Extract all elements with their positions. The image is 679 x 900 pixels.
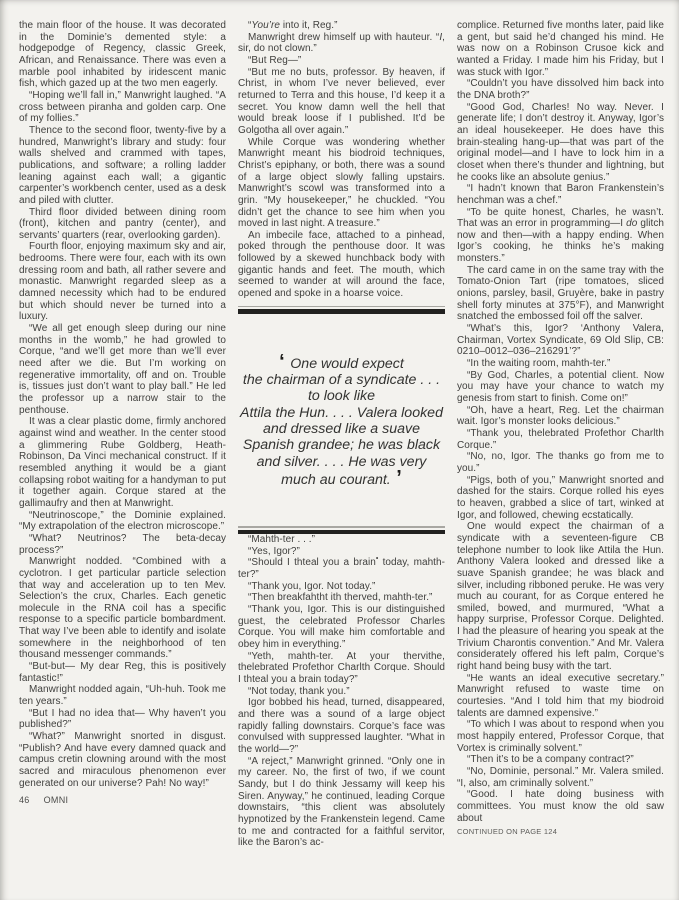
paragraph	[457, 521, 664, 673]
text-segment: Fourth floor, enjoying maximum sky and air, bedrooms. There were four, each with its own dressing room and bath, all rather severe and monastic. Manwright regarded sleep as a damned necessity which had to be endured but which should never be turned into a luxury.	[19, 241, 226, 323]
paragraph	[457, 451, 664, 474]
divider-thin-line	[238, 306, 445, 308]
text-segment: The card came in on the same tray with the Tomato-Onion Tart (ripe tomatoes, sliced onions, parsley, basil, Gruyère, bake in pastry shell forty minutes at 375°F), and Manwright snatched the embossed foil off the salver.	[457, 264, 664, 323]
paragraph	[19, 416, 226, 509]
text-segment: “But-but— My dear Reg, this is positively fantastic!”	[19, 661, 226, 684]
text-segment: complice. Returned five months later, paid like a gent, but said he’d changed his mind. He was now on a Robinson Crusoe kick and wanted a Friday. I made him his Friday, but I was stuck with Igor.”	[457, 20, 664, 78]
paragraph	[457, 475, 664, 522]
paragraph	[19, 241, 226, 323]
divider-thin-line	[238, 526, 445, 528]
page-number: 46	[19, 795, 30, 806]
pull-quote-line: much au courant. ’	[281, 466, 402, 489]
text-segment: “Yeth, mahth-ter. At your thervithe, thelebrated Profethor Charlth Corque. Should I thteal you a brain today?”	[238, 650, 445, 685]
paragraph	[238, 581, 445, 593]
text-segment: While Corque was wondering whether Manwright meant his biodroid techniques, Christ’s epiphany, or both, there was a sound of a large object slowly falling upstairs. Manwright’s scowl was transformed into a grin. “My housekeeper,” he chuckled. “You didn’t get the chance to see him when you moved in last night. A treasure.”	[238, 136, 445, 230]
paragraph	[238, 137, 445, 230]
text-segment: “Good. I hate doing business with committees. You must know the old saw about	[457, 789, 664, 824]
paragraph	[238, 557, 445, 580]
text-segment: the main floor of the house. It was decorated in the Dominie’s demented style: a hodgepodge of Regency, classic Greek, African, and Renaissance. There was even a marble pool inhabited by iridescent manic fish, which gazed up at the two men eagerly.	[19, 20, 226, 90]
paragraph	[457, 78, 664, 101]
pull-quote-line: Attila the Hun. . . . Valera looked	[240, 404, 443, 421]
paragraph	[457, 673, 664, 720]
divider-rule	[238, 306, 445, 314]
text-segment: “Thank you, Igor. Not today.”	[248, 580, 376, 592]
text-segment: , sir, do not clown.”	[238, 31, 445, 55]
text-segment: “In the waiting room, mahth-ter.”	[467, 358, 611, 370]
text-segment: One would expect the chairman of a syndicate with a seventeen-figure CB telephone number to look like Attila the Hun. Anthony Valera looked and dressed like a suave Spanish grandee; he was black and silver, including ribboned peruke. He was very much au courant, for as Corque entered he smiled, bowed, and murmured, “What a happy surprise, Professor Corque. Delighted. I had the pleasure of hearing you speak at the Trivium Charontis convention.” And Mr. Valera considerately offered his left palm, Corque’s right hand being busy with the tart.	[457, 521, 664, 673]
text-segment: You’re	[251, 20, 281, 31]
paragraph	[457, 428, 664, 451]
text-segment: “We all get enough sleep during our nine months in the womb,” he had growled to Corque, “and we’ll get more than we’ll ever need after we die. But I’m working on regenerative immortality, off and on. Trouble is, tissues just don’t want to play ball.” He led the professor up a narrow stair to the penthouse.	[19, 323, 226, 416]
paragraph	[238, 55, 445, 67]
paragraph	[19, 661, 226, 684]
paragraph	[238, 651, 445, 686]
paragraph	[19, 533, 226, 556]
paragraph	[457, 20, 664, 78]
paragraph	[238, 230, 445, 300]
paragraph	[19, 731, 226, 789]
text-segment: “What’s this, Igor? ‘Anthony Valera, Chairman, Vortex Syndicate, 69 Old Slip, CB: 0210–0012–036–216291’?”	[457, 323, 664, 358]
paragraph	[457, 102, 664, 184]
text-segment: Manwright nodded. “Combined with a cyclotron. I get particular particle selection that way and acceleration up to ten Mev. Selection’s the crux, Charles. Each genetic molecule in the RNA coil has a specific response to a specific particle bombardment. That way I’ve been able to identify and isolate somewhere in the neighborhood of ten thousand messenger commands.”	[19, 556, 226, 661]
text-segment: “Good God, Charles! No way. Never. I generate life; I don’t destroy it. Anyway, Igor’s an ideal housekeeper. He does have this brain-stealing hang-up—that was part of the original model—and I have to lock him in a closet when there’s thunder and lightning, but he cooks like an absolute genius.”	[457, 101, 664, 183]
text-segment: I	[439, 31, 443, 43]
text-segment: “Neutrinoscope,” the Dominie explained. “My extrapolation of the electron microscope.”	[19, 509, 226, 533]
text-segment: “No, Dominie, personal.” Mr. Valera smiled. “I, also, am criminally solvent.”	[457, 766, 664, 789]
paragraph	[238, 592, 445, 604]
text-segment: “Oh, have a heart, Reg. Let the chairman wait. Igor’s monster looks delicious.”	[457, 404, 664, 428]
column-2	[238, 20, 445, 896]
text-segment: “Thank you, thelebrated Profethor Charlth Corque.”	[457, 427, 664, 451]
text-segment: “Couldn’t you have dissolved him back into the DNA broth?”	[457, 78, 664, 101]
text-segment: “No, no, Igor. The thanks go from me to you.”	[457, 451, 664, 474]
paragraph	[19, 323, 226, 416]
text-segment: “Should I thteal you a brain	[248, 557, 376, 569]
text-segment: “Yes, Igor?”	[248, 545, 300, 557]
text-segment: do	[626, 218, 638, 230]
text-segment: “Mahth-ter . . .”	[248, 534, 315, 546]
text-segment: “To which I was about to respond when you most happily entered, Professor Corque, that Vortex is criminally solvent.”	[457, 719, 664, 754]
paragraph	[19, 90, 226, 125]
text-segment: “I hadn’t known that Baron Frankenstein’s henchman was a chef.”	[457, 183, 664, 206]
paragraph	[457, 183, 664, 206]
paragraph	[19, 684, 226, 707]
pull-quote	[240, 350, 443, 489]
paragraph	[457, 754, 664, 766]
page-folio	[19, 795, 226, 805]
continued-notice: CONTINUED ON PAGE 124	[457, 827, 558, 837]
text-segment: “Thank you, Igor. This is our distinguished guest, the celebrated Professor Charles Corque. You will make him comfortable and obey him in everything.”	[238, 604, 445, 651]
column-3	[457, 20, 664, 896]
divider-thick-bar	[238, 309, 445, 314]
paragraph	[19, 556, 226, 661]
pull-quote-line: and dressed like a suave	[263, 420, 420, 437]
text-segment: “A reject,” Manwright grinned. “Only one in my career. No, the first of two, if we count Sandy, but I do think Jessamy will keep his Siren. Anyway,” he continued, leading Corque downstairs, “this client was absolutely hypnotized by the Frankenstein legend. Came to me and contracted for a faithful servitor, like the Baron’s ac-	[238, 755, 445, 849]
paragraph	[19, 207, 226, 242]
paragraph	[457, 405, 664, 428]
text-segment: “He wants an ideal executive secretary.” Manwright refused to waste time on courtesies. “And I told him that my biodroid talents are damned expensive.”	[457, 672, 664, 719]
text-segment: today, mahth-ter?”	[238, 557, 445, 581]
text-segment: Thence to the second floor, twenty-five by a hundred, Manwright’s library and study: four walls shelved and crammed with tapes, publications, and software; a rolling ladder leaning against each wall; a gigantic carpenter’s workbench center, used as a desk and piled with clutter.	[19, 124, 226, 206]
pull-quote-line: ‘ One would expect	[279, 350, 404, 373]
paragraph	[238, 20, 445, 32]
paragraph	[238, 67, 445, 137]
close-quote-icon: ’	[390, 466, 402, 489]
paragraph	[238, 32, 445, 55]
text-segment: “What?” Manwright snorted in disgust. “Publish? And have every damned quack and campus cretin clowning around with the most sacred and miraculous phenomenon ever generated on our universe? Pah! No way!”	[19, 731, 226, 789]
paragraph	[238, 686, 445, 698]
pull-quote-line: and silver. . . . He was very	[256, 453, 427, 470]
text-segment: Third floor divided between dining room (front), kitchen and pantry (center), and servants’ quarters (rear, overlooking garden).	[19, 206, 226, 241]
paragraph	[238, 756, 445, 849]
paragraph	[19, 20, 226, 90]
paragraph	[19, 510, 226, 533]
paragraph	[238, 604, 445, 651]
text-columns	[19, 20, 664, 896]
text-segment: “But me no buts, professor. By heaven, if Christ, in whom I’ve never believed, ever returned to Terra and this house, I’d keep it a secret. You know damn well the hell that would break loose if I published. It’d be Golgotha all over again.”	[238, 66, 445, 136]
text-segment: “Then breakfahtht ith therved, mahth-ter.”	[248, 592, 433, 604]
paragraph	[457, 323, 664, 358]
text-segment: glitch now and then—with a happy ending. When Igor’s cooking, he thinks he’s making monsters.”	[457, 218, 664, 265]
text-segment: “	[248, 20, 252, 31]
paragraph	[457, 358, 664, 370]
text-segment: Igor bobbed his head, turned, disappeared, and there was a sound of a large object rapidly falling downstairs. Corque’s face was convulsed with suppressed laughter. “What in the world—?”	[238, 697, 445, 755]
text-segment: “Then it’s to be a company contract?”	[467, 754, 634, 766]
text-segment: “By God, Charles, a potential client. Now you may have your chance to watch my genesis from start to finish. Come on!”	[457, 369, 664, 404]
text-segment: “Pigs, both of you,” Manwright snorted and dashed for the stairs. Corque rolled his eyes to heaven, grabbed a slice of tart, winked at Igor, and followed, chewing ecstatically.	[457, 474, 664, 521]
pull-quote-line: to look like	[307, 388, 376, 405]
text-segment: An imbecile face, attached to a pinhead, poked through the penthouse door. It was followed by a skewed hunchback body with gigantic hands and feet. The mouth, which seemed to wander at will around the face, opened and spoke in a hoarse voice.	[238, 229, 445, 300]
paragraph	[457, 719, 664, 754]
text-segment: into it, Reg.”	[280, 20, 338, 31]
paragraph	[457, 370, 664, 405]
text-segment: Manwright nodded again, “Uh-huh. Took me ten years.”	[19, 684, 226, 708]
paragraph	[19, 125, 226, 207]
text-segment: “But I had no idea that— Why haven’t you published?”	[19, 707, 226, 731]
paragraph	[238, 546, 445, 558]
paragraph	[238, 534, 445, 546]
paragraph	[238, 697, 445, 755]
paragraph	[19, 708, 226, 731]
open-quote-icon: ‘	[279, 350, 291, 373]
text-segment: It was a clear plastic dome, firmly anchored against wind and weather. In the center stood a glimmering Rube Goldberg, Heath-Robinson, Da Vinci mechanical construct. If it resembled anything it would be a giant collapsing robot waiting for a handyman to put it together again. Corque stared at the gallimaufry and then at Manwright.	[19, 416, 226, 509]
pull-quote-line: Spanish grandee; he was black	[242, 437, 441, 454]
text-segment: Manwright drew himself up with hauteur. “	[248, 31, 440, 43]
paragraph	[457, 766, 664, 789]
footnote-marker: •	[375, 556, 379, 564]
text-segment: “To be quite honest, Charles, he wasn’t. That was an error in programming—I	[457, 206, 664, 230]
paragraph	[457, 265, 664, 323]
text-segment: “Hoping we’ll fall in,” Manwright laughed. “A cross between piranha and golden carp. One of my follies.”	[19, 89, 226, 125]
text-segment: “But Reg—”	[248, 54, 302, 66]
paragraph	[457, 207, 664, 265]
pull-quote-line: the chairman of a syndicate . . .	[242, 372, 441, 389]
text-segment: “What? Neutrinos? The beta-decay process?”	[19, 532, 226, 556]
column-1	[19, 20, 226, 896]
paragraph	[457, 789, 664, 824]
divider-rule	[238, 526, 445, 534]
magazine-title: OMNI	[43, 795, 69, 806]
text-segment: “Not today, thank you.”	[248, 685, 350, 697]
